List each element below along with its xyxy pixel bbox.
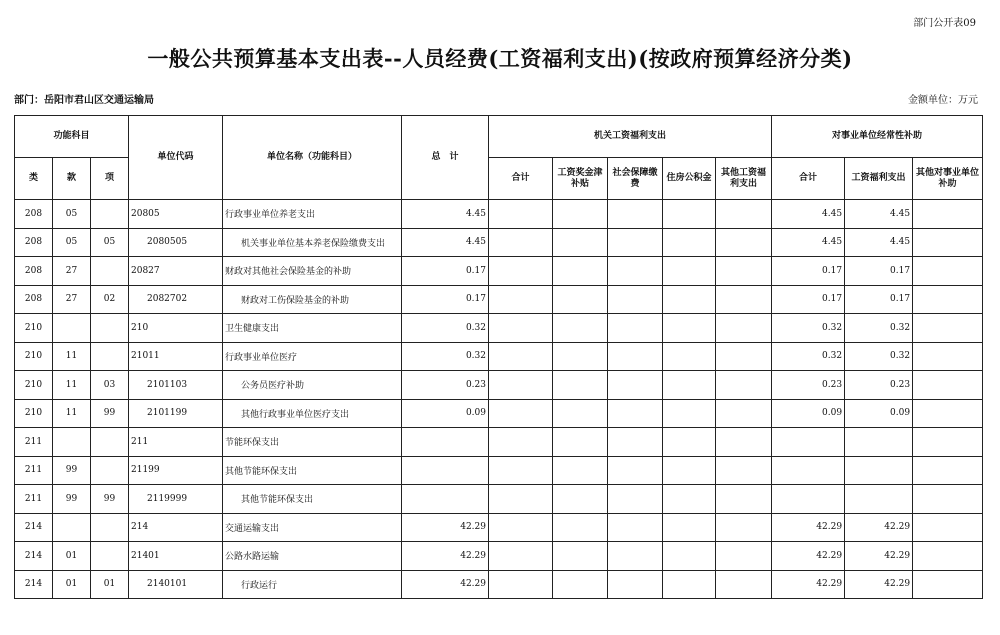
cell-total bbox=[402, 456, 489, 485]
cell-agency-social bbox=[608, 371, 663, 400]
cell-subsidy-total: 0.17 bbox=[772, 285, 845, 314]
cell-agency-total bbox=[489, 314, 553, 343]
cell-agency-social bbox=[608, 285, 663, 314]
cell-agency-social bbox=[608, 542, 663, 571]
cell-agency-other bbox=[716, 228, 772, 257]
table-row bbox=[15, 371, 983, 400]
table-row bbox=[15, 285, 983, 314]
cell-agency-housing bbox=[663, 200, 716, 229]
cell-agency-bonus bbox=[553, 200, 608, 229]
cell-agency-housing bbox=[663, 257, 716, 286]
cell-lei: 211 bbox=[15, 428, 53, 457]
header-xiang: 项 bbox=[91, 158, 129, 200]
cell-lei: 210 bbox=[15, 371, 53, 400]
cell-agency-total bbox=[489, 228, 553, 257]
cell-subsidy-total: 42.29 bbox=[772, 570, 845, 599]
table-row bbox=[15, 456, 983, 485]
cell-xiang: 01 bbox=[91, 570, 129, 599]
cell-subsidy-wage: 4.45 bbox=[845, 200, 913, 229]
cell-subsidy-total: 4.45 bbox=[772, 200, 845, 229]
header-agency-housing: 住房公积金 bbox=[663, 158, 716, 200]
cell-lei: 214 bbox=[15, 570, 53, 599]
cell-lei: 208 bbox=[15, 257, 53, 286]
cell-subsidy-total: 0.32 bbox=[772, 342, 845, 371]
cell-agency-social bbox=[608, 228, 663, 257]
cell-name: 行政运行 bbox=[223, 570, 402, 599]
cell-kuan: 11 bbox=[53, 371, 91, 400]
cell-code: 21401 bbox=[129, 542, 223, 571]
table-row bbox=[15, 428, 983, 457]
cell-agency-social bbox=[608, 399, 663, 428]
cell-code: 21011 bbox=[129, 342, 223, 371]
cell-subsidy-other bbox=[913, 228, 983, 257]
cell-total: 0.32 bbox=[402, 342, 489, 371]
cell-kuan: 01 bbox=[53, 542, 91, 571]
cell-agency-housing bbox=[663, 314, 716, 343]
table-body bbox=[15, 200, 983, 599]
table-row bbox=[15, 257, 983, 286]
cell-agency-other bbox=[716, 314, 772, 343]
cell-agency-other bbox=[716, 285, 772, 314]
cell-agency-housing bbox=[663, 285, 716, 314]
cell-subsidy-other bbox=[913, 456, 983, 485]
cell-subsidy-other bbox=[913, 285, 983, 314]
table-row bbox=[15, 570, 983, 599]
department-label: 部门：岳阳市君山区交通运输局 bbox=[14, 95, 154, 106]
cell-agency-bonus bbox=[553, 399, 608, 428]
cell-agency-housing bbox=[663, 542, 716, 571]
cell-agency-bonus bbox=[553, 570, 608, 599]
cell-name: 交通运输支出 bbox=[223, 513, 402, 542]
cell-code: 210 bbox=[129, 314, 223, 343]
cell-code: 214 bbox=[129, 513, 223, 542]
cell-name: 公路水路运输 bbox=[223, 542, 402, 571]
cell-subsidy-wage: 0.17 bbox=[845, 285, 913, 314]
table-row bbox=[15, 314, 983, 343]
cell-agency-other bbox=[716, 342, 772, 371]
cell-lei: 210 bbox=[15, 342, 53, 371]
header-agency-social: 社会保障缴费 bbox=[608, 158, 663, 200]
cell-subsidy-total bbox=[772, 428, 845, 457]
cell-agency-bonus bbox=[553, 542, 608, 571]
cell-code: 2082702 bbox=[129, 285, 223, 314]
cell-subsidy-wage bbox=[845, 428, 913, 457]
cell-agency-total bbox=[489, 428, 553, 457]
cell-subsidy-wage: 42.29 bbox=[845, 513, 913, 542]
cell-lei: 208 bbox=[15, 200, 53, 229]
cell-agency-housing bbox=[663, 570, 716, 599]
cell-agency-total bbox=[489, 342, 553, 371]
cell-agency-social bbox=[608, 200, 663, 229]
cell-agency-total bbox=[489, 285, 553, 314]
cell-subsidy-total: 0.23 bbox=[772, 371, 845, 400]
cell-agency-social bbox=[608, 570, 663, 599]
cell-lei: 214 bbox=[15, 513, 53, 542]
cell-name: 财政对工伤保险基金的补助 bbox=[223, 285, 402, 314]
table-row bbox=[15, 399, 983, 428]
cell-subsidy-wage: 0.32 bbox=[845, 342, 913, 371]
cell-code: 20827 bbox=[129, 257, 223, 286]
cell-agency-total bbox=[489, 485, 553, 514]
cell-subsidy-other bbox=[913, 342, 983, 371]
cell-agency-bonus bbox=[553, 513, 608, 542]
cell-xiang bbox=[91, 456, 129, 485]
cell-kuan: 27 bbox=[53, 285, 91, 314]
cell-agency-housing bbox=[663, 513, 716, 542]
cell-agency-other bbox=[716, 371, 772, 400]
header-subsidy-wage: 工资福利支出 bbox=[845, 158, 913, 200]
cell-subsidy-total bbox=[772, 456, 845, 485]
cell-code: 20805 bbox=[129, 200, 223, 229]
cell-subsidy-other bbox=[913, 314, 983, 343]
cell-agency-social bbox=[608, 428, 663, 457]
cell-name: 财政对其他社会保险基金的补助 bbox=[223, 257, 402, 286]
cell-agency-other bbox=[716, 257, 772, 286]
cell-total: 0.32 bbox=[402, 314, 489, 343]
cell-kuan: 05 bbox=[53, 200, 91, 229]
header-unit-code: 单位代码 bbox=[129, 116, 223, 200]
cell-xiang bbox=[91, 342, 129, 371]
cell-lei: 211 bbox=[15, 485, 53, 514]
cell-agency-total bbox=[489, 570, 553, 599]
cell-agency-social bbox=[608, 456, 663, 485]
cell-agency-other bbox=[716, 542, 772, 571]
cell-subsidy-wage bbox=[845, 485, 913, 514]
cell-agency-housing bbox=[663, 371, 716, 400]
cell-kuan: 11 bbox=[53, 399, 91, 428]
cell-lei: 210 bbox=[15, 399, 53, 428]
cell-kuan: 05 bbox=[53, 228, 91, 257]
cell-subsidy-other bbox=[913, 428, 983, 457]
cell-agency-total bbox=[489, 513, 553, 542]
cell-agency-bonus bbox=[553, 257, 608, 286]
cell-subsidy-wage bbox=[845, 456, 913, 485]
cell-name: 行政事业单位医疗 bbox=[223, 342, 402, 371]
cell-total: 0.17 bbox=[402, 285, 489, 314]
cell-subsidy-total: 42.29 bbox=[772, 513, 845, 542]
cell-subsidy-other bbox=[913, 513, 983, 542]
cell-agency-housing bbox=[663, 342, 716, 371]
cell-total: 0.09 bbox=[402, 399, 489, 428]
cell-xiang bbox=[91, 542, 129, 571]
cell-agency-total bbox=[489, 257, 553, 286]
cell-agency-bonus bbox=[553, 456, 608, 485]
table-row bbox=[15, 342, 983, 371]
cell-name: 其他行政事业单位医疗支出 bbox=[223, 399, 402, 428]
budget-table bbox=[14, 115, 983, 599]
cell-total: 42.29 bbox=[402, 513, 489, 542]
cell-agency-other bbox=[716, 570, 772, 599]
header-unit-name: 单位名称（功能科目） bbox=[223, 116, 402, 200]
cell-agency-total bbox=[489, 371, 553, 400]
cell-agency-other bbox=[716, 513, 772, 542]
cell-subsidy-total: 4.45 bbox=[772, 228, 845, 257]
cell-subsidy-total: 0.17 bbox=[772, 257, 845, 286]
table-row bbox=[15, 542, 983, 571]
cell-subsidy-other bbox=[913, 257, 983, 286]
cell-total bbox=[402, 428, 489, 457]
cell-agency-other bbox=[716, 428, 772, 457]
cell-subsidy-other bbox=[913, 570, 983, 599]
cell-agency-other bbox=[716, 456, 772, 485]
cell-xiang bbox=[91, 428, 129, 457]
cell-agency-housing bbox=[663, 485, 716, 514]
cell-kuan bbox=[53, 314, 91, 343]
cell-lei: 211 bbox=[15, 456, 53, 485]
cell-subsidy-wage: 42.29 bbox=[845, 570, 913, 599]
cell-agency-total bbox=[489, 456, 553, 485]
cell-code: 211 bbox=[129, 428, 223, 457]
header-agency-bonus: 工资奖金津补贴 bbox=[553, 158, 608, 200]
header-total: 总 计 bbox=[402, 116, 489, 200]
cell-xiang: 03 bbox=[91, 371, 129, 400]
page-title: 一般公共预算基本支出表--人员经费(工资福利支出)(按政府预算经济分类) bbox=[147, 46, 853, 71]
cell-agency-bonus bbox=[553, 371, 608, 400]
cell-agency-social bbox=[608, 513, 663, 542]
cell-total bbox=[402, 485, 489, 514]
header-kuan: 款 bbox=[53, 158, 91, 200]
cell-total: 42.29 bbox=[402, 570, 489, 599]
cell-subsidy-other bbox=[913, 371, 983, 400]
cell-code: 21199 bbox=[129, 456, 223, 485]
cell-lei: 208 bbox=[15, 228, 53, 257]
cell-xiang bbox=[91, 257, 129, 286]
cell-total: 4.45 bbox=[402, 228, 489, 257]
cell-agency-housing bbox=[663, 456, 716, 485]
cell-subsidy-wage: 0.23 bbox=[845, 371, 913, 400]
header-func-subject: 功能科目 bbox=[15, 116, 129, 158]
cell-xiang bbox=[91, 513, 129, 542]
cell-lei: 208 bbox=[15, 285, 53, 314]
cell-name: 公务员医疗补助 bbox=[223, 371, 402, 400]
cell-subsidy-other bbox=[913, 485, 983, 514]
amount-unit-label: 金额单位：万元 bbox=[908, 95, 978, 106]
cell-agency-social bbox=[608, 314, 663, 343]
header-subsidy-other: 其他对事业单位补助 bbox=[913, 158, 983, 200]
table-row bbox=[15, 228, 983, 257]
cell-subsidy-total: 0.32 bbox=[772, 314, 845, 343]
cell-agency-social bbox=[608, 342, 663, 371]
cell-agency-other bbox=[716, 485, 772, 514]
cell-agency-other bbox=[716, 200, 772, 229]
cell-xiang: 99 bbox=[91, 399, 129, 428]
cell-xiang: 02 bbox=[91, 285, 129, 314]
cell-subsidy-wage: 0.32 bbox=[845, 314, 913, 343]
header-subsidy-group: 对事业单位经常性补助 bbox=[772, 116, 983, 158]
cell-code: 2080505 bbox=[129, 228, 223, 257]
cell-subsidy-wage: 4.45 bbox=[845, 228, 913, 257]
cell-code: 2101199 bbox=[129, 399, 223, 428]
cell-agency-bonus bbox=[553, 485, 608, 514]
cell-kuan: 11 bbox=[53, 342, 91, 371]
cell-code: 2140101 bbox=[129, 570, 223, 599]
cell-code: 2119999 bbox=[129, 485, 223, 514]
cell-kuan bbox=[53, 428, 91, 457]
cell-agency-total bbox=[489, 200, 553, 229]
cell-subsidy-other bbox=[913, 399, 983, 428]
cell-subsidy-other bbox=[913, 200, 983, 229]
cell-agency-total bbox=[489, 399, 553, 428]
cell-code: 2101103 bbox=[129, 371, 223, 400]
cell-xiang: 99 bbox=[91, 485, 129, 514]
cell-kuan: 01 bbox=[53, 570, 91, 599]
cell-subsidy-other bbox=[913, 542, 983, 571]
cell-subsidy-wage: 0.09 bbox=[845, 399, 913, 428]
cell-agency-housing bbox=[663, 228, 716, 257]
cell-lei: 214 bbox=[15, 542, 53, 571]
cell-kuan: 27 bbox=[53, 257, 91, 286]
cell-subsidy-wage: 0.17 bbox=[845, 257, 913, 286]
cell-subsidy-total: 0.09 bbox=[772, 399, 845, 428]
cell-name: 卫生健康支出 bbox=[223, 314, 402, 343]
cell-xiang bbox=[91, 200, 129, 229]
cell-total: 42.29 bbox=[402, 542, 489, 571]
cell-agency-other bbox=[716, 399, 772, 428]
table-row bbox=[15, 485, 983, 514]
cell-agency-social bbox=[608, 485, 663, 514]
cell-kuan: 99 bbox=[53, 456, 91, 485]
cell-agency-social bbox=[608, 257, 663, 286]
cell-total: 0.23 bbox=[402, 371, 489, 400]
cell-kuan bbox=[53, 513, 91, 542]
header-agency-group: 机关工资福利支出 bbox=[489, 116, 772, 158]
cell-total: 4.45 bbox=[402, 200, 489, 229]
cell-xiang: 05 bbox=[91, 228, 129, 257]
cell-agency-total bbox=[489, 542, 553, 571]
table-number: 部门公开表09 bbox=[913, 18, 976, 29]
cell-name: 节能环保支出 bbox=[223, 428, 402, 457]
cell-xiang bbox=[91, 314, 129, 343]
cell-agency-bonus bbox=[553, 314, 608, 343]
cell-agency-housing bbox=[663, 428, 716, 457]
header-agency-total: 合计 bbox=[489, 158, 553, 200]
cell-agency-bonus bbox=[553, 285, 608, 314]
cell-name: 其他节能环保支出 bbox=[223, 456, 402, 485]
cell-agency-housing bbox=[663, 399, 716, 428]
cell-agency-bonus bbox=[553, 428, 608, 457]
cell-kuan: 99 bbox=[53, 485, 91, 514]
header-lei: 类 bbox=[15, 158, 53, 200]
header-subsidy-total: 合计 bbox=[772, 158, 845, 200]
cell-agency-bonus bbox=[553, 342, 608, 371]
cell-subsidy-total bbox=[772, 485, 845, 514]
cell-subsidy-total: 42.29 bbox=[772, 542, 845, 571]
cell-total: 0.17 bbox=[402, 257, 489, 286]
table-row bbox=[15, 513, 983, 542]
table-row bbox=[15, 200, 983, 229]
header-agency-other: 其他工资福利支出 bbox=[716, 158, 772, 200]
cell-name: 其他节能环保支出 bbox=[223, 485, 402, 514]
cell-name: 行政事业单位养老支出 bbox=[223, 200, 402, 229]
cell-lei: 210 bbox=[15, 314, 53, 343]
cell-name: 机关事业单位基本养老保险缴费支出 bbox=[223, 228, 402, 257]
cell-agency-bonus bbox=[553, 228, 608, 257]
cell-subsidy-wage: 42.29 bbox=[845, 542, 913, 571]
